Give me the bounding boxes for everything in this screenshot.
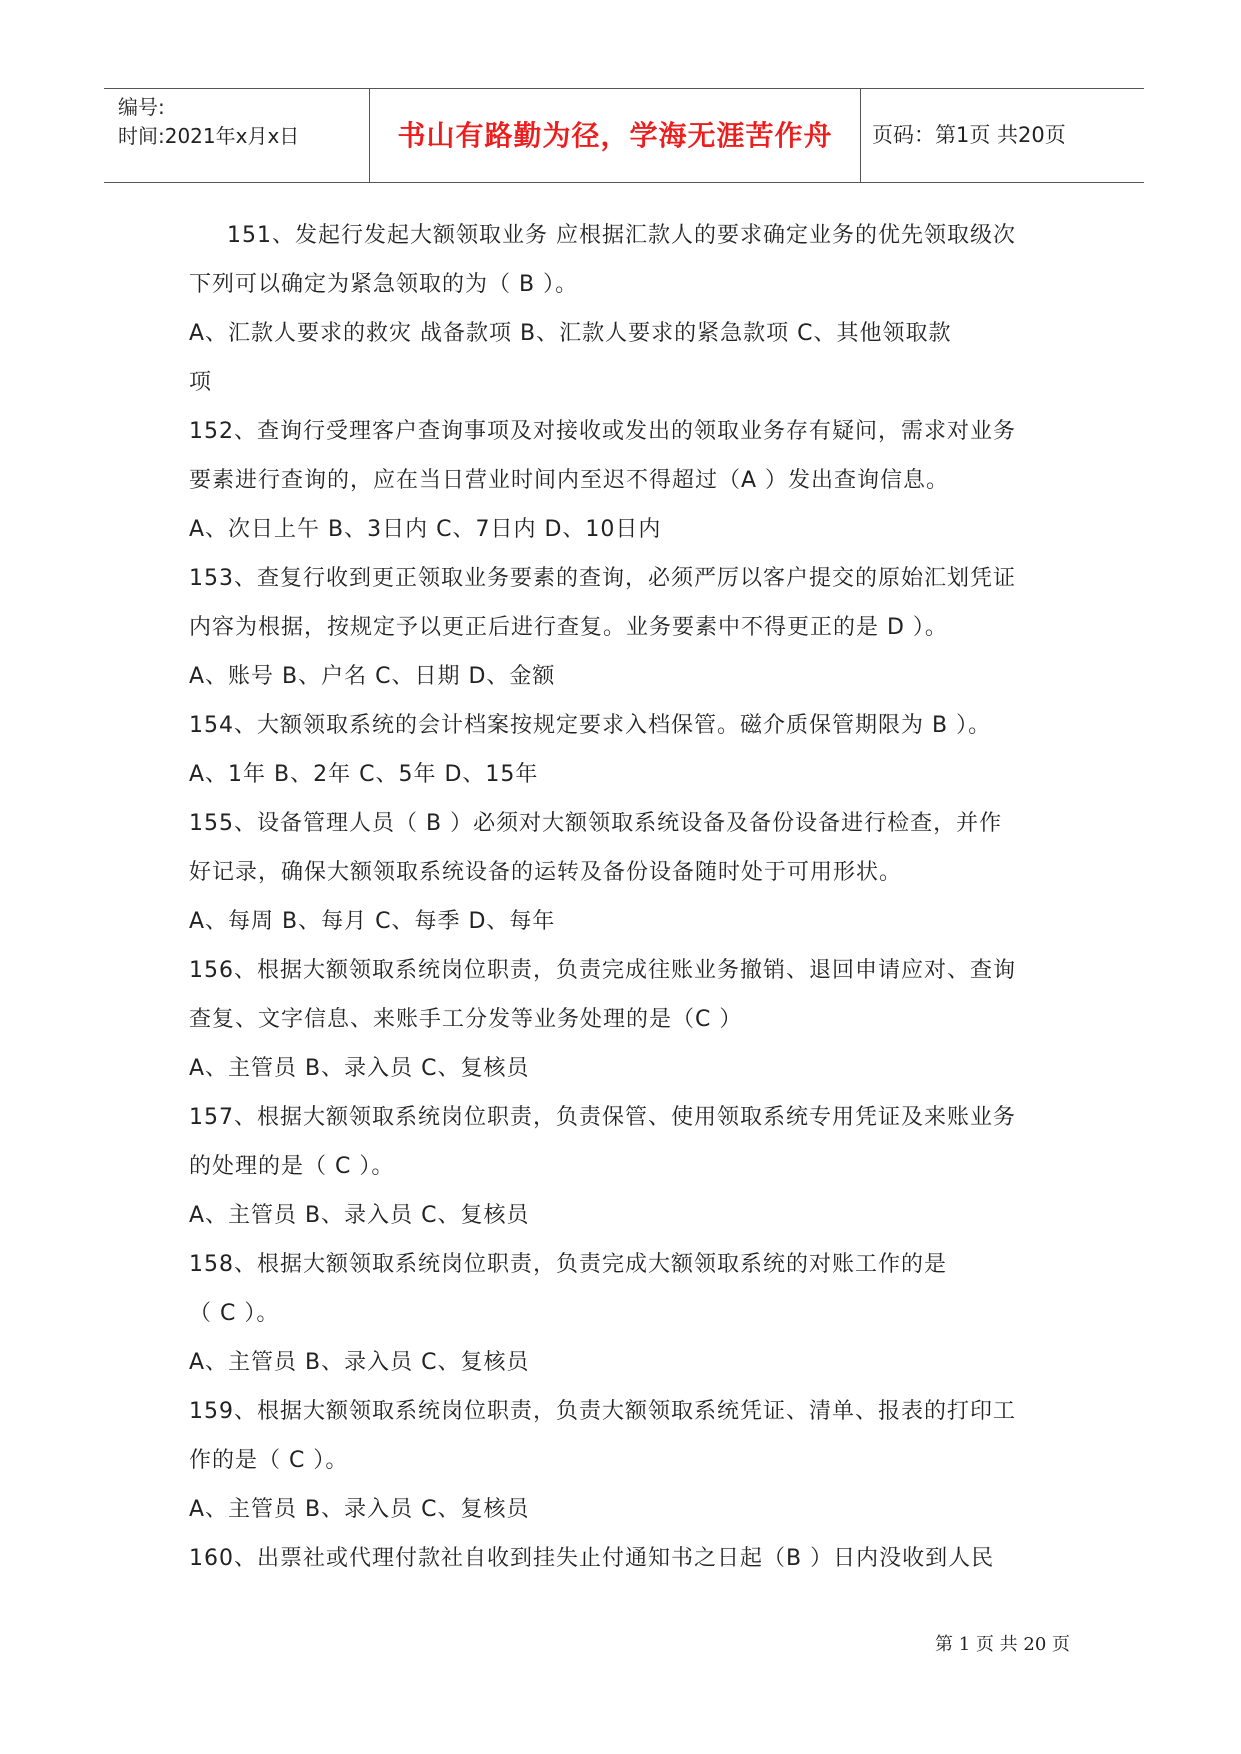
text-line: 的处理的是（ C ）。	[189, 1154, 395, 1179]
text-line: 内容为根据，按规定予以更正后进行查复。业务要素中不得更正的是 D ）。	[189, 615, 948, 640]
text-line: 159、根据大额领取系统岗位职责，负责大额领取系统凭证、清单、报表的打印工	[189, 1399, 1016, 1424]
text-line: 下列可以确定为紧急领取的为（ B ）。	[189, 272, 579, 297]
text-line: 155、设备管理人员（ B ）必须对大额领取系统设备及备份设备进行检查，并作	[189, 811, 1003, 836]
answer-options: A、汇款人要求的救灾 战备款项 B、汇款人要求的紧急款项 C、其他领取款	[189, 321, 952, 346]
answer-options: A、1年 B、2年 C、5年 D、15年	[189, 762, 539, 787]
text-line: 好记录，确保大额领取系统设备的运转及备份设备随时处于可用形状。	[189, 860, 903, 885]
page-footer: 第 1 页 共 20 页	[935, 1634, 1070, 1655]
text-line: 项	[189, 370, 213, 395]
answer-options: A、账号 B、户名 C、日期 D、金额	[189, 664, 556, 689]
document-code-label: 编号:	[118, 95, 165, 119]
answer-options: A、次日上午 B、3日内 C、7日内 D、10日内	[189, 517, 662, 542]
header-meta	[118, 93, 368, 151]
answer-options: A、主管员 B、录入员 C、复核员	[189, 1497, 530, 1522]
answer-options: A、主管员 B、录入员 C、复核员	[189, 1350, 530, 1375]
text-line: 作的是（ C ）。	[189, 1448, 349, 1473]
page-header	[104, 88, 1144, 183]
text-line: 152、查询行受理客户查询事项及对接收或发出的领取业务存有疑问，需求对业务	[189, 419, 1016, 444]
question-content	[189, 211, 1079, 1583]
answer-options: A、主管员 B、录入员 C、复核员	[189, 1056, 530, 1081]
text-line: 151、发起行发起大额领取业务 应根据汇款人的要求确定业务的优先领取级次	[227, 223, 1016, 248]
header-page-info: 页码：第1页 共20页	[872, 123, 1066, 147]
text-line: 160、出票社或代理付款社自收到挂失止付通知书之日起（B ）日内没收到人民	[189, 1546, 995, 1571]
text-line: 156、根据大额领取系统岗位职责，负责完成往账业务撤销、退回申请应对、查询	[189, 958, 1016, 983]
document-time-label: 时间:2021年x月x日	[118, 124, 300, 148]
header-motto: 书山有路勤为径，学海无涯苦作舟	[397, 119, 833, 152]
text-line: 157、根据大额领取系统岗位职责，负责保管、使用领取系统专用凭证及来账业务	[189, 1105, 1016, 1130]
text-line: 154、大额领取系统的会计档案按规定要求入档保管。磁介质保管期限为 B ）。	[189, 713, 992, 738]
answer-options: A、每周 B、每月 C、每季 D、每年	[189, 909, 556, 934]
header-divider	[860, 89, 861, 182]
answer-options: A、主管员 B、录入员 C、复核员	[189, 1203, 530, 1228]
text-line: （ C ）。	[189, 1301, 280, 1326]
text-line: 要素进行查询的，应在当日营业时间内至迟不得超过（A ）发出查询信息。	[189, 468, 950, 493]
text-line: 153、查复行收到更正领取业务要素的查询，必须严厉以客户提交的原始汇划凭证	[189, 566, 1016, 591]
text-line: 158、根据大额领取系统岗位职责，负责完成大额领取系统的对账工作的是	[189, 1252, 947, 1277]
text-line: 查复、文字信息、来账手工分发等业务处理的是（C ）	[189, 1007, 743, 1032]
